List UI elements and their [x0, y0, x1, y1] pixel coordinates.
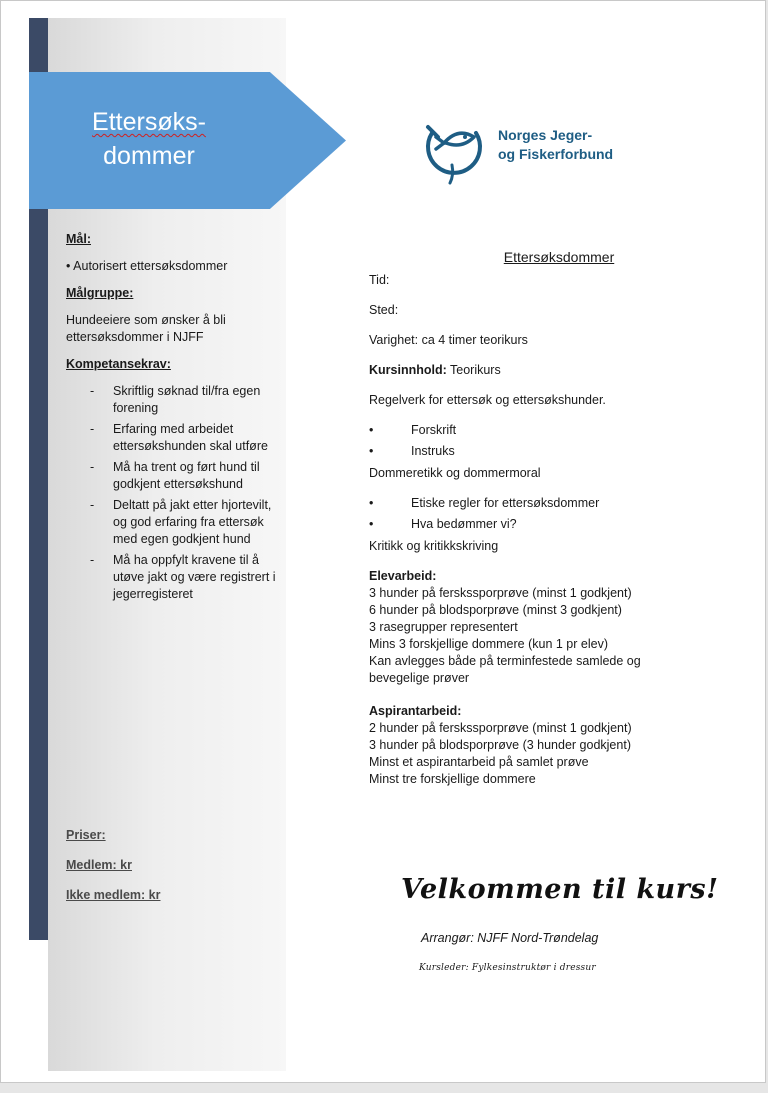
welcome-text: Velkommen til kurs!: [401, 874, 719, 905]
arranger-text: Arrangør: NJFF Nord-Trøndelag: [421, 931, 599, 945]
aspirant-work: [369, 703, 699, 788]
target-heading: Målgruppe:: [66, 286, 134, 300]
competence-item: - Må ha trent og ført hund til godkjent ettersøkshund: [88, 459, 281, 493]
ethics-text: Dommeretikk og dommermoral: [369, 466, 541, 480]
ethics-item: • Etiske regler for ettersøksdommer: [369, 495, 699, 512]
njff-logo: [414, 109, 659, 195]
time-field: Tid:: [369, 273, 390, 287]
main-content: [369, 249, 699, 804]
duration-field: Varighet: ca 4 timer teorikurs: [369, 333, 528, 347]
student-heading: Elevarbeid:: [369, 569, 437, 583]
competence-list: [66, 383, 281, 603]
logo-line1: Norges Jeger-: [498, 127, 593, 143]
course-content-label: Kursinnhold:: [369, 363, 447, 377]
aspirant-line: 3 hunder på blodsporprøve (3 hunder godkjent): [369, 738, 631, 752]
student-line: Mins 3 forskjellige dommere (kun 1 pr elev): [369, 637, 608, 651]
competence-item: - Erfaring med arbeidet ettersøkshunden skal utføre: [88, 421, 281, 455]
competence-heading: Kompetansekrav:: [66, 357, 171, 371]
student-line: Kan avlegges både på terminfestede samlede og bevegelige prøver: [369, 654, 641, 685]
place-field: Sted:: [369, 303, 399, 317]
student-line: 3 rasegrupper representert: [369, 620, 518, 634]
course-leader-text: Kursleder: Fylkesinstruktør i dressur: [419, 963, 596, 973]
course-content-value: Teorikurs: [446, 363, 501, 377]
target-text: Hundeeiere som ønsker å bli ettersøksdommer i NJFF: [66, 313, 226, 344]
rules-item: • Instruks: [369, 443, 699, 460]
aspirant-line: 2 hunder på ferskssporprøve (minst 1 godkjent): [369, 721, 632, 735]
logo-text: [498, 126, 613, 164]
course-content: [369, 362, 699, 379]
rules-item: • Forskrift: [369, 422, 699, 439]
ethics-list: [369, 495, 699, 533]
goal-item: • Autorisert ettersøksdommer: [66, 259, 228, 273]
ethics-item: • Hva bedømmer vi?: [369, 516, 699, 533]
sidebar-content: [66, 231, 281, 607]
nonmember-price: Ikke medlem: kr: [66, 888, 161, 902]
aspirant-line: Minst et aspirantarbeid på samlet prøve: [369, 755, 589, 769]
document-title: Ettersøksdommer: [503, 249, 615, 265]
competence-item: - Skriftlig søknad til/fra egen forening: [88, 383, 281, 417]
aspirant-heading: Aspirantarbeid:: [369, 704, 462, 718]
member-price: Medlem: kr: [66, 858, 132, 872]
goal-heading: Mål:: [66, 232, 91, 246]
sidebar-title-line2: dommer: [103, 142, 195, 170]
student-line: 3 hunder på ferskssporprøve (minst 1 godkjent): [369, 586, 632, 600]
competence-item: - Deltatt på jakt etter hjortevilt, og god erfaring fra ettersøk med egen godkjent hund: [88, 497, 281, 548]
sidebar-title-line1: Ettersøks-: [92, 108, 206, 136]
aspirant-line: Minst tre forskjellige dommere: [369, 772, 536, 786]
criticism-text: Kritikk og kritikkskriving: [369, 539, 499, 553]
sidebar-title: [29, 105, 269, 173]
competence-item: - Må ha oppfylt kravene til å utøve jakt og være registrert i jegerregisteret: [88, 552, 281, 603]
rules-list: [369, 422, 699, 460]
rules-text: Regelverk for ettersøk og ettersøkshunder.: [369, 393, 606, 407]
student-work: [369, 568, 699, 687]
fish-circle-icon: [414, 109, 494, 189]
prices-section: [66, 827, 161, 917]
logo-line2: og Fiskerforbund: [498, 146, 614, 162]
student-line: 6 hunder på blodsporprøve (minst 3 godkjent): [369, 603, 622, 617]
prices-label: Priser:: [66, 828, 106, 842]
